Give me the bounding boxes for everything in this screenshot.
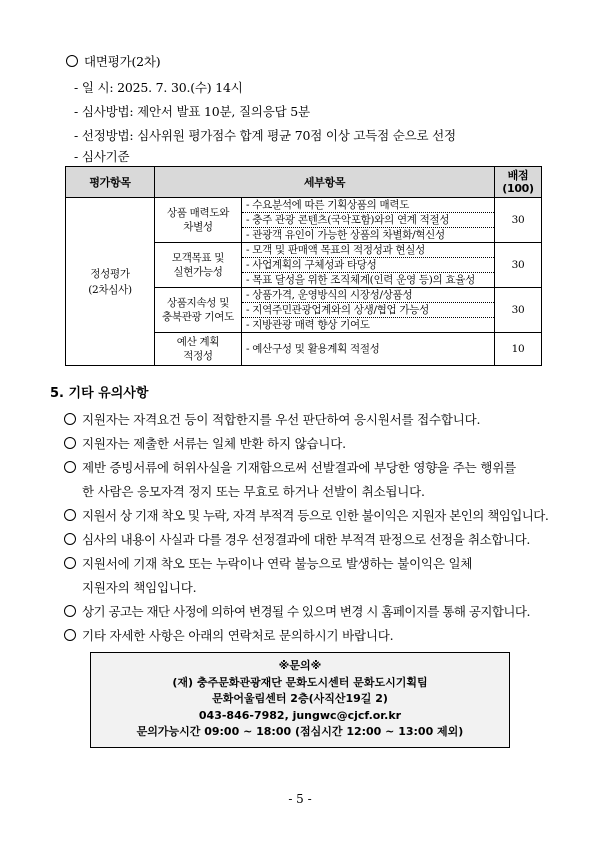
detail-item: - 지방관광 매력 향상 기여도 xyxy=(246,319,370,331)
subcategory-cell xyxy=(155,288,242,333)
circle-bullet-icon xyxy=(64,413,76,425)
detail-item: - 상품가격, 운영방식의 시장성/상품성 xyxy=(242,288,494,303)
contact-address: 문화어울림센터 2층(사직산19길 2) xyxy=(212,692,388,705)
subcategory-line1: 모객목표 및 xyxy=(171,252,225,264)
detail-item: - 모객 및 판매액 목표의 적정성과 현실성 xyxy=(242,243,494,258)
table-header-row xyxy=(66,167,542,198)
detail-item: - 관광객 유인이 가능한 상품의 차별화/혁신성 xyxy=(246,229,445,241)
contact-hours: 문의가능시간 09:00 ~ 18:00 (점심시간 12:00 ~ 13:00 제외) xyxy=(136,725,464,738)
note-item: 지원자는 자격요건 등이 적합한지를 우선 판단하여 응시원서를 접수합니다. xyxy=(64,410,480,428)
note-item-continued: 지원자의 책임입니다. xyxy=(82,580,197,595)
note-item: 심사의 내용이 사실과 다를 경우 선정결과에 대한 부적격 판정으로 선정을 취소합니다. xyxy=(64,530,530,548)
contact-box xyxy=(90,652,510,748)
subcategory-line2: 실현가능성 xyxy=(173,266,223,278)
criteria-table xyxy=(65,166,542,366)
subcategory-cell xyxy=(155,198,242,243)
detail-item: - 예산구성 및 활용계획 적절성 xyxy=(246,343,380,355)
points-cell: 10 xyxy=(495,333,542,366)
note-item: 지원서 상 기재 착오 및 누락, 자격 부적격 등으로 인한 불이익은 지원자 본인의 책임입니다. xyxy=(64,506,548,524)
subcategory-line1: 예산 계획 xyxy=(176,336,220,348)
evaluation-item-date: - 일 시: 2025. 7. 30.(수) 14시 xyxy=(74,80,243,95)
header-detail: 세부항목 xyxy=(155,167,495,198)
note-item: 기타 자세한 사항은 아래의 연락처로 문의하시기 바랍니다. xyxy=(64,626,393,644)
category-line2: (2차심사) xyxy=(88,283,132,296)
subcategory-line2: 적정성 xyxy=(183,350,213,362)
circle-bullet-icon xyxy=(64,533,76,545)
note-item-continued: 한 사람은 응모자격 정지 또는 무효로 하거나 선발이 취소됩니다. xyxy=(82,484,425,499)
note-item: 지원자는 제출한 서류는 일체 반환 하지 않습니다. xyxy=(64,434,346,452)
detail-item: - 지역주민관광업계와의 상생/협업 가능성 xyxy=(242,303,494,318)
subcategory-line2: 차별성 xyxy=(183,221,213,233)
contact-org: (재) 충주문화관광재단 문화도시센터 문화도시기획팀 xyxy=(172,675,428,689)
subcategory-cell xyxy=(155,243,242,288)
evaluation-item-selection: - 선정방법: 심사위원 평가점수 합계 평균 70점 이상 고득점 순으로 선정 xyxy=(74,128,456,143)
contact-title: ※문의※ xyxy=(278,659,322,672)
circle-bullet-icon xyxy=(64,557,76,569)
circle-bullet-icon xyxy=(64,509,76,521)
evaluation-item-criteria: - 심사기준 xyxy=(74,149,130,164)
circle-bullet-icon xyxy=(64,629,76,641)
category-line1: 정성평가 xyxy=(90,267,130,280)
note-item: 제반 증빙서류에 허위사실을 기재함으로써 선발결과에 부당한 영향을 주는 행위를 xyxy=(64,458,516,476)
detail-cell xyxy=(242,288,495,333)
subcategory-line2: 충북관광 기여도 xyxy=(162,311,234,323)
detail-item: - 수요분석에 따른 기획상품의 매력도 xyxy=(242,198,494,213)
section-heading: 5. 기타 유의사항 xyxy=(50,386,149,401)
category-cell xyxy=(66,198,155,366)
evaluation-item-method: - 심사방법: 제안서 발표 10분, 질의응답 5분 xyxy=(74,104,310,119)
subcategory-line1: 상품지속성 및 xyxy=(166,297,230,309)
detail-cell xyxy=(242,243,495,288)
contact-phone-email: 043-846-7982, jungwc@cjcf.or.kr xyxy=(198,708,402,722)
detail-item: - 사업계획의 구체성과 타당성 xyxy=(242,258,494,273)
header-category: 평가항목 xyxy=(66,167,155,198)
page-number: - 5 - xyxy=(288,792,312,806)
circle-bullet-icon xyxy=(64,605,76,617)
subcategory-line1: 상품 매력도와 xyxy=(166,207,230,219)
note-item: 상기 공고는 재단 사정에 의하여 변경될 수 있으며 변경 시 홈페이지를 통해 공지합니다. xyxy=(64,602,530,620)
table-row xyxy=(66,198,542,243)
points-cell: 30 xyxy=(495,198,542,243)
detail-item: - 충주 관광 콘텐츠(국악포함)와의 연계 적절성 xyxy=(242,213,494,228)
evaluation-title: 대면평가(2차) xyxy=(66,52,160,70)
note-item: 지원서에 기재 착오 또는 누락이나 연락 불능으로 발생하는 불이익은 일체 xyxy=(64,554,472,572)
points-cell: 30 xyxy=(495,243,542,288)
header-points: 배점 (100) xyxy=(495,167,542,198)
detail-cell xyxy=(242,198,495,243)
subcategory-cell xyxy=(155,333,242,366)
detail-item: - 목표 달성을 위한 조직체계(인력 운영 등)의 효율성 xyxy=(246,274,475,286)
circle-bullet-icon xyxy=(64,461,76,473)
detail-cell xyxy=(242,333,495,366)
points-cell: 30 xyxy=(495,288,542,333)
circle-bullet-icon xyxy=(66,55,78,67)
circle-bullet-icon xyxy=(64,437,76,449)
